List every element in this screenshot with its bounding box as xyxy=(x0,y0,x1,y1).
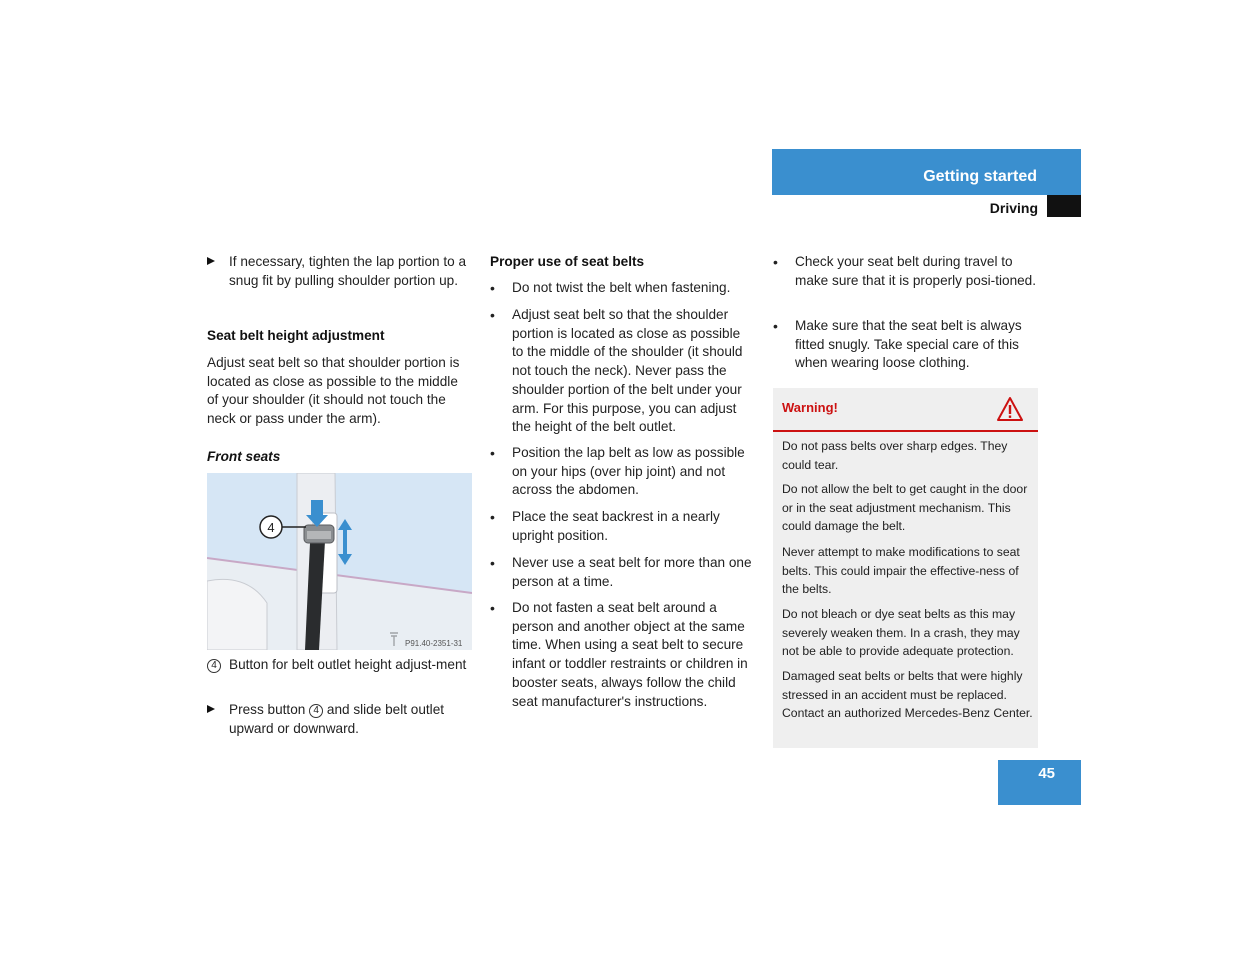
list-item-text: Check your seat belt during travel to make sure that it is properly posi-tioned. xyxy=(795,254,1037,288)
bullet-dot-icon: • xyxy=(773,318,778,334)
list-item xyxy=(773,253,1038,290)
warning-paragraph: Do not bleach or dye seat belts as this may severely weaken them. In a crash, they may not be able to provide adequate protection. xyxy=(782,607,1020,659)
warning-paragraph: Damaged seat belts or belts that were highly stressed in an accident must be replaced. Contact an authorized Mercedes-Benz Center. xyxy=(782,669,1033,721)
paragraph-height-adjustment: Adjust seat belt so that shoulder portion is located as close as possible to the middle of your shoulder (it should not touch the neck or pass under the arm). xyxy=(207,355,460,427)
warning-paragraph: Do not pass belts over sharp edges. They could tear. xyxy=(782,439,1008,472)
list-item xyxy=(490,306,755,437)
heading-front-seats: Front seats xyxy=(207,449,281,464)
seat-belt-illustration xyxy=(207,473,472,650)
page-number: 45 xyxy=(1038,765,1055,782)
list-item xyxy=(490,508,755,545)
arrow-bullet-icon xyxy=(207,257,215,265)
list-item-text: Never use a seat belt for more than one person at a time. xyxy=(512,555,752,589)
subsection-marker xyxy=(1047,195,1081,217)
section-title: Getting started xyxy=(923,168,1037,185)
heading-proper-use: Proper use of seat belts xyxy=(490,254,645,269)
list-item xyxy=(490,279,755,298)
list-item-text: Do not fasten a seat belt around a person and another object at the same time. When using a seat belt to secure infant or toddler restraints or children in booster seats, always follow the child seat manufacturer's instructions. xyxy=(512,600,748,709)
legend-text: Button for belt outlet height adjust-ment xyxy=(229,657,467,672)
bullet-dot-icon: • xyxy=(490,307,495,323)
legend-number: 4 xyxy=(207,659,221,673)
warning-paragraph: Never attempt to make modifications to seat belts. This could impair the effective-ness of the belts. xyxy=(782,545,1020,597)
bullet-dot-icon: • xyxy=(490,445,495,461)
list-item xyxy=(490,554,755,591)
warning-title: Warning! xyxy=(782,400,838,415)
arrow-bullet-icon xyxy=(207,705,215,713)
warning-paragraph: Do not allow the belt to get caught in the door or in the seat adjustment mechanism. This could damage the belt. xyxy=(782,482,1028,534)
step-text-pre: Press button xyxy=(229,702,306,717)
step-text: If necessary, tighten the lap portion to a snug fit by pulling shoulder portion up. xyxy=(229,254,467,288)
subsection-title: Driving xyxy=(989,200,1038,216)
figure-code: P91.40-2351-31 xyxy=(405,639,463,648)
bullet-dot-icon: • xyxy=(490,600,495,616)
step-press-button xyxy=(207,701,472,738)
list-item-text: Make sure that the seat belt is always fitted snugly. Take special care of this when wearing loose clothing. xyxy=(795,318,1022,371)
heading-height-adjustment: Seat belt height adjustment xyxy=(207,328,385,343)
list-item-text: Adjust seat belt so that the shoulder portion is located as close as possible to the middle of the shoulder (it should not touch the neck). Never pass the shoulder portion of the belt under your arm. For this purpose, you can adjust the height of the belt outlet. xyxy=(512,307,743,435)
step-text-post: and slide belt outlet upward or downward. xyxy=(229,702,445,736)
bullet-dot-icon: • xyxy=(773,254,778,270)
figure-callout: 4 xyxy=(267,520,275,535)
list-item xyxy=(490,444,755,500)
list-item-text: Place the seat backrest in a nearly upright position. xyxy=(512,509,720,543)
list-item xyxy=(490,599,755,711)
step-tighten-lap xyxy=(207,253,472,290)
list-item-text: Position the lap belt as low as possible on your hips (over hip joint) and not across the abdomen. xyxy=(512,445,745,498)
seat-belt-figure xyxy=(207,473,472,650)
warning-triangle-icon xyxy=(996,396,1024,422)
bullet-dot-icon: • xyxy=(490,509,495,525)
list-item-text: Do not twist the belt when fastening. xyxy=(512,280,731,295)
bullet-dot-icon: • xyxy=(490,555,495,571)
figure-legend xyxy=(207,656,472,675)
inline-number: 4 xyxy=(309,704,323,718)
list-item xyxy=(773,317,1038,373)
bullet-dot-icon: • xyxy=(490,280,495,296)
